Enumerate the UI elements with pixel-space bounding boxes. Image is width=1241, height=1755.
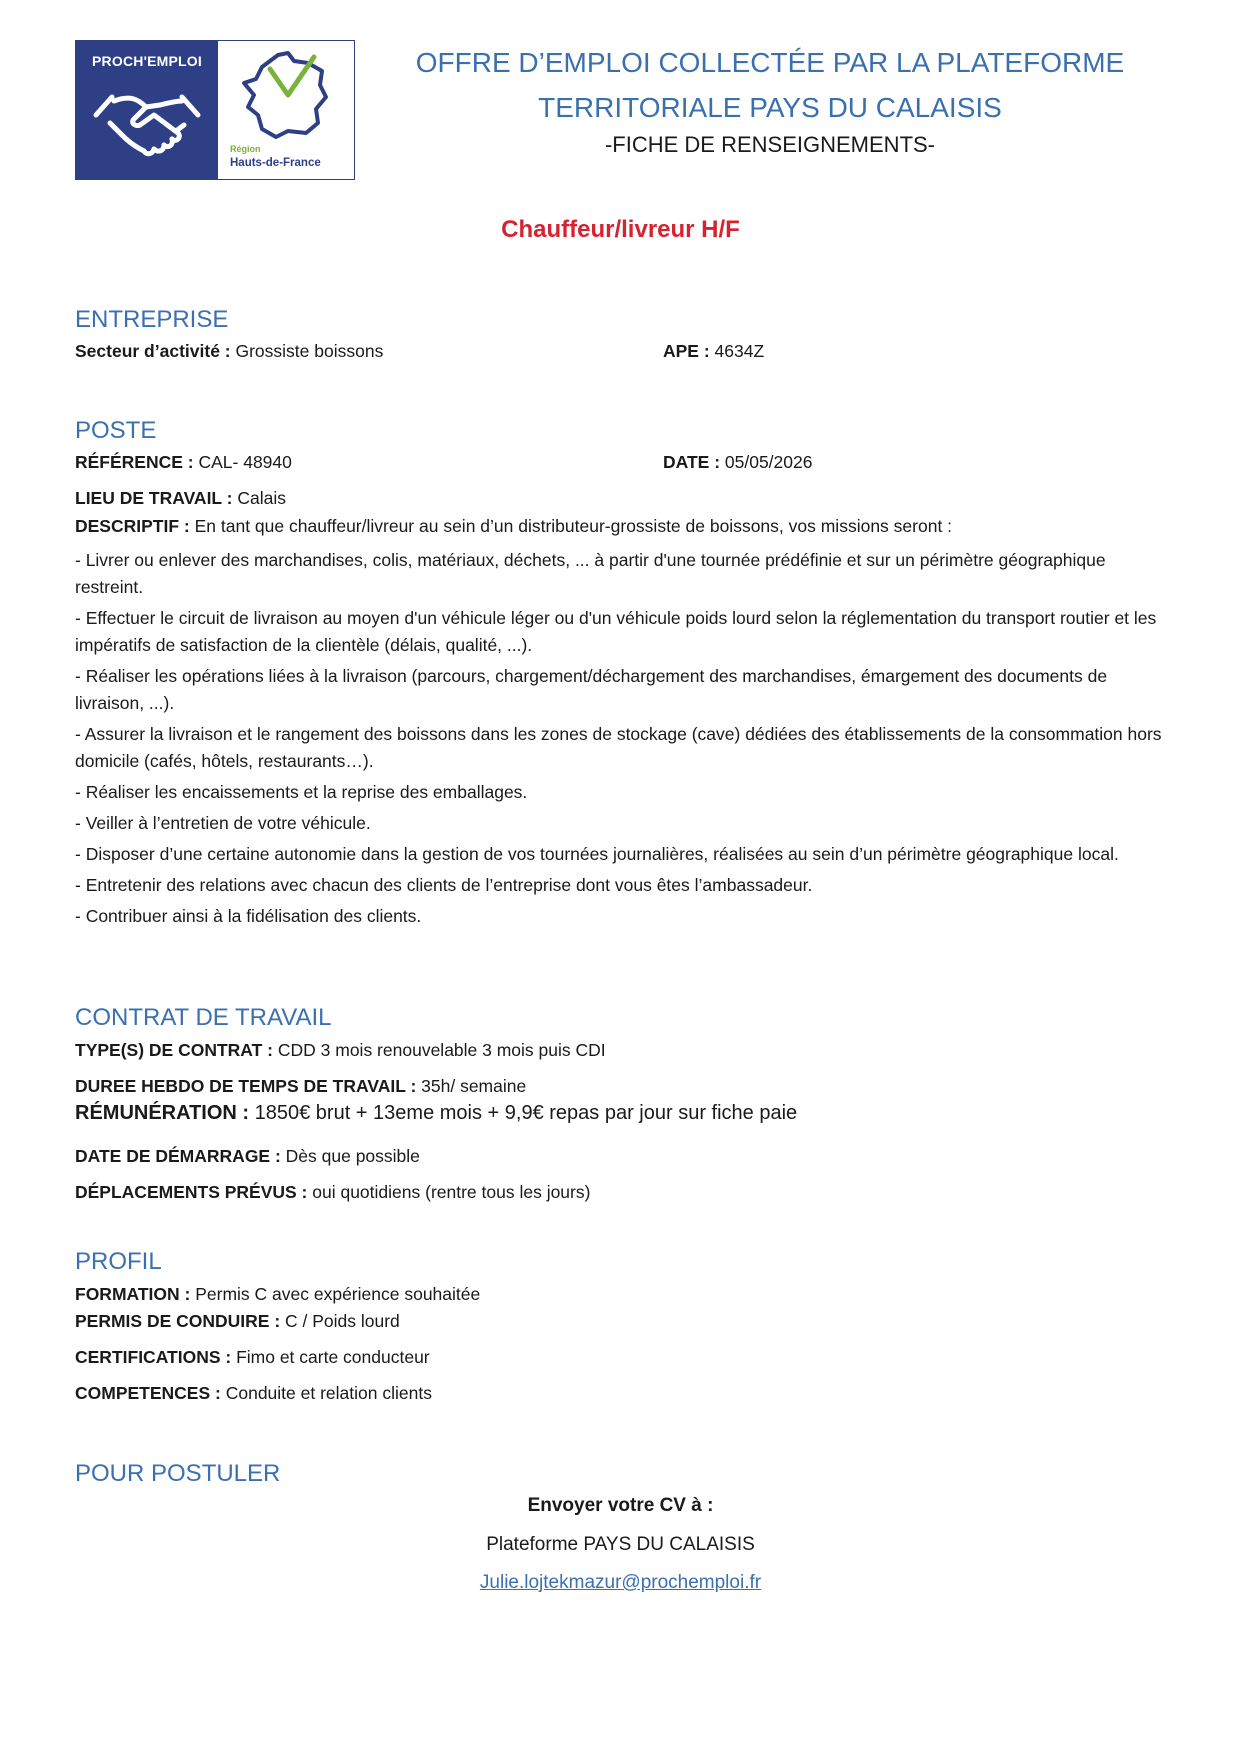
- ape-field: [663, 338, 764, 364]
- remuneration-label: RÉMUNÉRATION :: [75, 1102, 250, 1124]
- mission-item: - Assurer la livraison et le rangement des boissons dans les zones de stockage (cave) dédiées des établissements de la consommation hors domicile (cafés, hôtels, restaurants…).: [75, 724, 1162, 771]
- reference-field: [75, 449, 292, 475]
- mission-item: - Veiller à l’entretien de votre véhicule.: [75, 813, 371, 833]
- start-date-value: Dès que possible: [280, 1146, 420, 1166]
- certifications-field: [75, 1344, 430, 1370]
- travel-value: oui quotidiens (rentre tous les jours): [307, 1182, 591, 1202]
- driving-license-value: C / Poids lourd: [280, 1311, 400, 1331]
- weekly-hours-value: 35h/ semaine: [416, 1076, 527, 1096]
- descriptif-field: [75, 513, 952, 539]
- section-heading-poste: POSTE: [75, 417, 157, 444]
- weekly-hours-field: [75, 1073, 526, 1099]
- logo-region-panel: [218, 41, 354, 179]
- document-title-line-1: OFFRE D’EMPLOI COLLECTÉE PAR LA PLATEFORME: [415, 47, 1125, 78]
- date-label: DATE :: [663, 452, 721, 472]
- skills-value: Conduite et relation clients: [220, 1383, 432, 1403]
- handshake-icon: [90, 85, 204, 165]
- secteur-field: [75, 338, 383, 364]
- start-date-label: DATE DE DÉMARRAGE :: [75, 1146, 281, 1166]
- document-subtitle: -FICHE DE RENSEIGNEMENTS-: [604, 132, 936, 157]
- ape-label: APE :: [663, 341, 710, 361]
- certifications-value: Fimo et carte conducteur: [231, 1347, 430, 1367]
- formation-field: [75, 1281, 480, 1307]
- formation-value: Permis C avec expérience souhaitée: [190, 1284, 481, 1304]
- date-field: [663, 449, 812, 475]
- apply-email-link[interactable]: Julie.lojtekmazur@prochemploi.fr: [479, 1572, 762, 1593]
- lieu-label: LIEU DE TRAVAIL :: [75, 488, 233, 508]
- france-map-icon: [236, 49, 336, 144]
- missions-list: [75, 547, 1175, 934]
- date-value: 05/05/2026: [720, 452, 813, 472]
- start-date-field: [75, 1143, 420, 1169]
- skills-field: [75, 1380, 432, 1406]
- section-heading-postuler: POUR POSTULER: [75, 1460, 281, 1487]
- ape-value: 4634Z: [709, 341, 765, 361]
- section-heading-entreprise: ENTREPRISE: [75, 306, 229, 333]
- prochemploi-logo: [75, 40, 355, 180]
- apply-email-row: [0, 1572, 1241, 1594]
- secteur-value: Grossiste boissons: [230, 341, 384, 361]
- mission-item: - Contribuer ainsi à la fidélisation des clients.: [75, 906, 422, 926]
- logo-brand-panel: [76, 41, 218, 179]
- apply-instruction: Envoyer votre CV à :: [527, 1495, 714, 1516]
- remuneration-value: 1850€ brut + 13eme mois + 9,9€ repas par jour sur fiche paie: [249, 1102, 798, 1124]
- document-title: [410, 40, 1130, 130]
- certifications-label: CERTIFICATIONS :: [75, 1347, 232, 1367]
- logo-region-name: Hauts-de-France: [230, 157, 321, 169]
- section-heading-profil: PROFIL: [75, 1248, 162, 1275]
- secteur-label: Secteur d’activité :: [75, 341, 231, 361]
- mission-item: - Effectuer le circuit de livraison au moyen d'un véhicule léger ou d'un véhicule poids lourd selon la réglementation du transport routier et les impératifs de satisfaction de la clientèle (délais, qualité, ...).: [75, 608, 1157, 655]
- contract-type-label: TYPE(S) DE CONTRAT :: [75, 1040, 274, 1060]
- contract-type-value: CDD 3 mois renouvelable 3 mois puis CDI: [273, 1040, 606, 1060]
- travel-field: [75, 1179, 590, 1205]
- driving-license-field: [75, 1308, 400, 1334]
- mission-item: - Réaliser les opérations liées à la livraison (parcours, chargement/déchargement des marchandises, émargement des documents de livraison, ...).: [75, 666, 1108, 713]
- remuneration-field: [75, 1100, 797, 1126]
- skills-label: COMPETENCES :: [75, 1383, 221, 1403]
- job-title: Chauffeur/livreur H/F: [501, 216, 740, 243]
- formation-label: FORMATION :: [75, 1284, 191, 1304]
- descriptif-value: En tant que chauffeur/livreur au sein d’un distributeur-grossiste de boissons, vos missions seront :: [189, 516, 953, 536]
- driving-license-label: PERMIS DE CONDUIRE :: [75, 1311, 281, 1331]
- lieu-field: [75, 485, 286, 511]
- travel-label: DÉPLACEMENTS PRÉVUS :: [75, 1182, 308, 1202]
- mission-item: - Réaliser les encaissements et la reprise des emballages.: [75, 782, 528, 802]
- reference-label: RÉFÉRENCE :: [75, 452, 194, 472]
- contract-type-field: [75, 1037, 606, 1063]
- lieu-value: Calais: [232, 488, 286, 508]
- mission-item: - Disposer d’une certaine autonomie dans la gestion de vos tournées journalières, réalisées au sein d’un périmètre géographique local.: [75, 844, 1119, 864]
- apply-platform: Plateforme PAYS DU CALAISIS: [486, 1534, 755, 1555]
- reference-value: CAL- 48940: [193, 452, 292, 472]
- mission-item: - Livrer ou enlever des marchandises, colis, matériaux, déchets, ... à partir d'une tournée prédéfinie et sur un périmètre géographique restreint.: [75, 550, 1106, 597]
- mission-item: - Entretenir des relations avec chacun des clients de l’entreprise dont vous êtes l’ambassadeur.: [75, 875, 813, 895]
- logo-region-label: Région: [230, 144, 261, 154]
- section-heading-contrat: CONTRAT DE TRAVAIL: [75, 1004, 332, 1031]
- descriptif-label: DESCRIPTIF :: [75, 516, 190, 536]
- document-title-line-2: TERRITORIALE PAYS DU CALAISIS: [538, 92, 1002, 123]
- weekly-hours-label: DUREE HEBDO DE TEMPS DE TRAVAIL :: [75, 1076, 417, 1096]
- logo-brand-text: PROCH'EMPLOI: [92, 53, 202, 69]
